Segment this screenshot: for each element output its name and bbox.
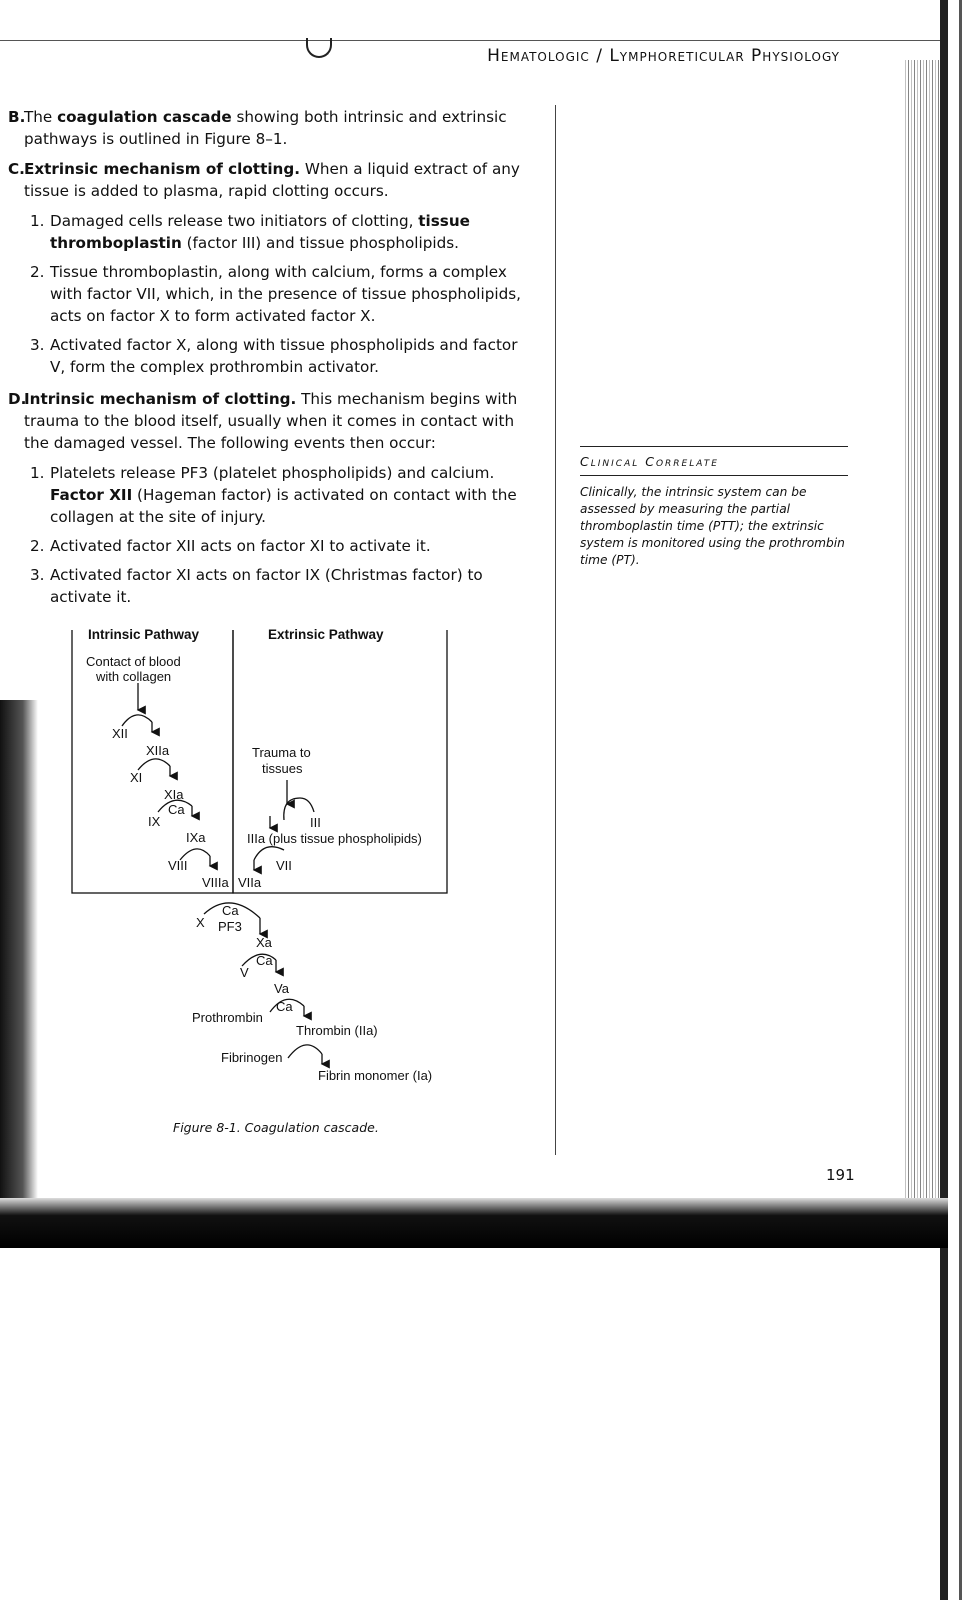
section-text: When a liquid extract of any tissue is added to plasma, rapid clotting occurs. xyxy=(24,160,520,200)
calcium-label: Ca xyxy=(276,999,293,1014)
list-item xyxy=(30,334,528,378)
item-number: 3. xyxy=(30,336,45,354)
extrinsic-pathway-header: Extrinsic Pathway xyxy=(268,627,384,642)
item-text: Activated factor XI acts on factor IX (Christmas factor) to activate it. xyxy=(50,566,483,606)
list-item xyxy=(30,535,528,557)
factor-label: XIa xyxy=(164,787,184,802)
factor-label: V xyxy=(240,965,249,980)
running-head xyxy=(487,46,840,66)
section-label: D. xyxy=(8,390,27,408)
item-number: 1. xyxy=(30,212,45,230)
pf3-label: PF3 xyxy=(218,919,242,934)
factor-label: Va xyxy=(274,981,289,996)
calcium-label: Ca xyxy=(222,903,239,918)
column-divider xyxy=(555,105,556,1155)
item-text: (Hageman factor) is activated on contact with the collagen at the site of injury. xyxy=(50,486,517,526)
sidebar-rule xyxy=(580,475,848,476)
factor-label: VIIIa xyxy=(202,875,229,890)
figure-caption: Figure 8-1. Coagulation cascade. xyxy=(173,1120,379,1135)
section-d xyxy=(8,388,528,454)
factor-label: IX xyxy=(148,814,161,829)
factor-label: IIIa (plus tissue phospholipids) xyxy=(247,831,422,846)
item-text: Tissue thromboplastin, along with calcium, forms a complex with factor VII, which, in the presence of tissue phospholipids, acts on factor X to form activated factor X. xyxy=(50,263,521,325)
section-c xyxy=(8,158,528,202)
item-text: Activated factor XII acts on factor XI to activate it. xyxy=(50,537,431,555)
factor-label: VIIa xyxy=(238,875,262,890)
clinical-correlate-title: Clinical Correlate xyxy=(580,454,719,469)
intrinsic-pathway-header: Intrinsic Pathway xyxy=(88,627,200,642)
item-number: 2. xyxy=(30,263,45,281)
factor-label: III xyxy=(310,815,321,830)
scan-shadow xyxy=(0,700,38,1220)
factor-label: IXa xyxy=(186,830,206,845)
section-text: The xyxy=(24,108,58,126)
page-edge-line xyxy=(959,0,962,1600)
scan-bottom-band xyxy=(0,1198,948,1248)
list-item xyxy=(30,210,528,254)
item-text: (factor III) and tissue phospholipids. xyxy=(181,234,459,252)
fibrinogen-label: Fibrinogen xyxy=(221,1050,283,1065)
page-number: 191 xyxy=(826,1166,855,1184)
list-item xyxy=(30,462,528,528)
main-text-column xyxy=(8,106,528,615)
clinical-correlate-text: Clinically, the intrinsic system can be assessed by measuring the partial thromboplastin time (PTT); the extrinsic system is monitored using the prothrombin time (PT). xyxy=(580,485,845,567)
item-number: 1. xyxy=(30,464,45,482)
factor-label: XII xyxy=(112,726,128,741)
header-notch-mark xyxy=(306,38,332,58)
calcium-label: Ca xyxy=(168,802,185,817)
contact-label: with collagen xyxy=(96,669,172,684)
fibrin-label: Fibrin monomer (Ia) xyxy=(318,1068,433,1083)
factor-label: VIII xyxy=(168,858,188,873)
header-rule xyxy=(0,40,948,41)
factor-label: VII xyxy=(276,858,292,873)
clinical-correlate-box xyxy=(580,446,848,569)
factor-label: XIIa xyxy=(146,743,170,758)
page-binding-edge xyxy=(905,60,945,1240)
prothrombin-label: Prothrombin xyxy=(192,1010,263,1025)
calcium-label: Ca xyxy=(256,953,273,968)
trauma-label: Trauma to xyxy=(252,745,311,760)
list-item xyxy=(30,261,528,327)
item-bold: Factor XII xyxy=(50,486,133,504)
coagulation-cascade-figure xyxy=(70,627,470,1130)
section-heading: Intrinsic mechanism of clotting. xyxy=(24,390,297,408)
section-label: C. xyxy=(8,160,25,178)
list-item xyxy=(30,564,528,608)
section-text: This mechanism begins with trauma to the blood itself, usually when it comes in contact with the damaged vessel. The following events then occur: xyxy=(24,390,518,452)
factor-label: Xa xyxy=(256,935,272,950)
item-bold: tissue thromboplastin xyxy=(50,212,470,252)
section-label: B. xyxy=(8,108,26,126)
item-text: Activated factor X, along with tissue phospholipids and factor V, form the complex prothrombin activator. xyxy=(50,336,518,376)
thrombin-label: Thrombin (IIa) xyxy=(296,1023,378,1038)
item-text: Damaged cells release two initiators of clotting, xyxy=(50,212,419,230)
section-bold: coagulation cascade xyxy=(57,108,232,126)
section-text: showing both intrinsic and extrinsic pathways is outlined in Figure 8–1. xyxy=(24,108,507,148)
section-heading: Extrinsic mechanism of clotting. xyxy=(24,160,300,178)
section-b xyxy=(8,106,528,150)
running-head-text: Hematologic / Lymphoreticular Physiology xyxy=(487,46,840,66)
factor-label: X xyxy=(196,915,205,930)
factor-label: XI xyxy=(130,770,143,785)
item-text: Platelets release PF3 (platelet phospholipids) and calcium. xyxy=(50,464,495,482)
trauma-label: tissues xyxy=(262,761,303,776)
page-edge xyxy=(940,0,948,1600)
item-number: 3. xyxy=(30,566,45,584)
contact-label: Contact of blood xyxy=(86,654,181,669)
item-number: 2. xyxy=(30,537,45,555)
